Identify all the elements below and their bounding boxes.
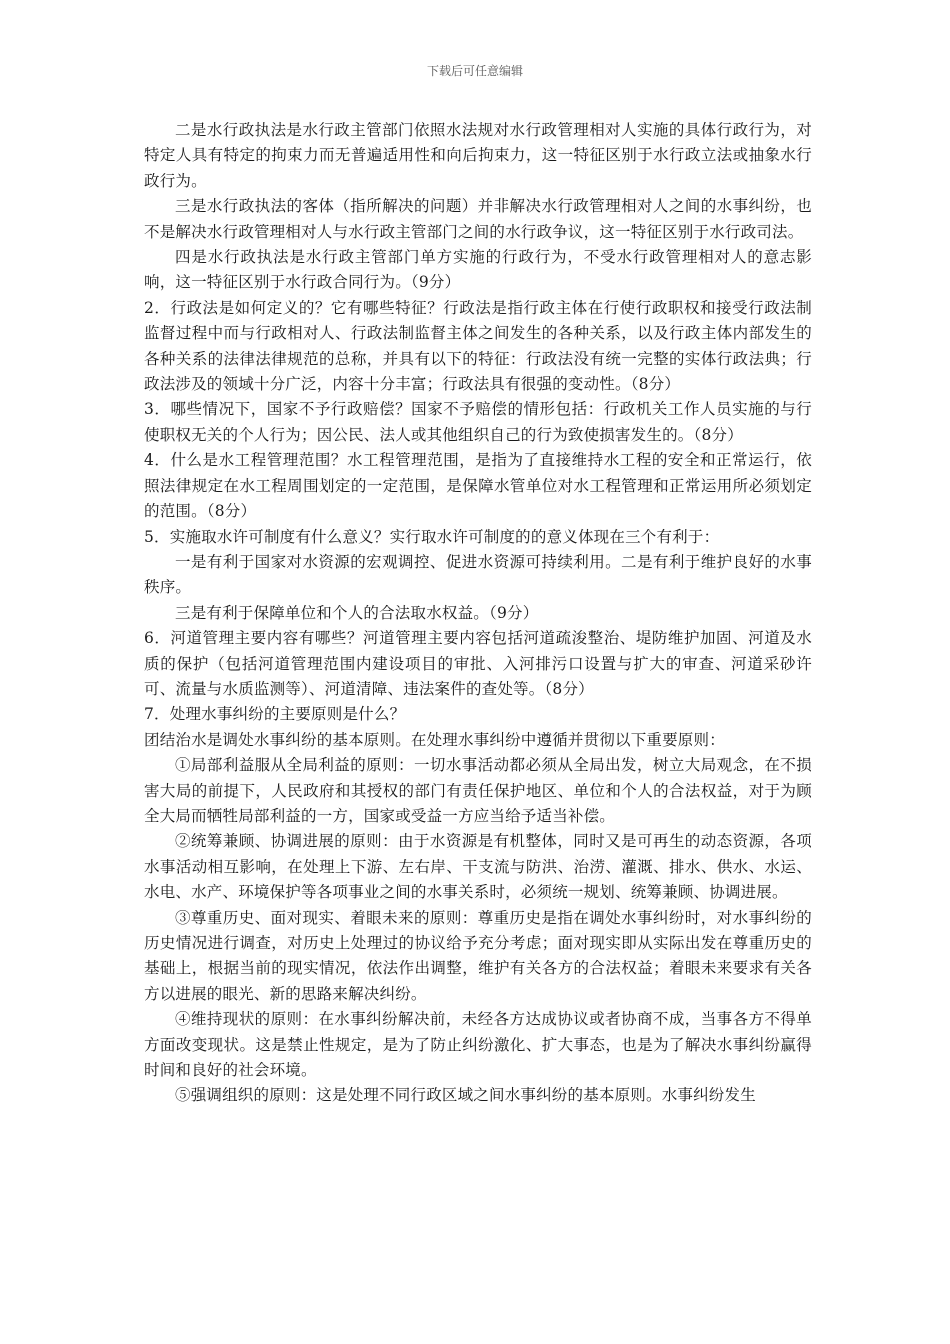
paragraph: 3．哪些情况下，国家不予行政赔偿？国家不予赔偿的情形包括：行政机关工作人员实施的与行使职权无关的个人行为；因公民、法人或其他组织自己的行为致使损害发生的。（8分） bbox=[144, 400, 812, 444]
paragraph: 7．处理水事纠纷的主要原则是什么？ bbox=[144, 705, 406, 724]
document-body bbox=[144, 118, 812, 1109]
paragraph: 四是水行政执法是水行政主管部门单方实施的行政行为，不受水行政管理相对人的意志影响，这一特征区别于水行政合同行为。（9分） bbox=[144, 248, 812, 292]
paragraph: 三是水行政执法的客体（指所解决的问题）并非解决水行政管理相对人之间的水事纠纷，也不是解决水行政管理相对人与水行政主管部门之间的水行政争议，这一特征区别于水行政司法。 bbox=[144, 197, 812, 241]
paragraph: 团结治水是调处水事纠纷的基本原则。在处理水事纠纷中遵循并贯彻以下重要原则： bbox=[144, 730, 725, 749]
paragraph: ③尊重历史、面对现实、着眼未来的原则：尊重历史是指在调处水事纠纷时，对水事纠纷的历史情况进行调查，对历史上处理过的协议给予充分考虑；面对现实即从实际出发在尊重历史的基础上，根据当前的现实情况，依法作出调整，维护有关各方的合法权益；着眼未来要求有关各方以进展的眼光、新的思路来解决纠纷。 bbox=[144, 908, 812, 1003]
paragraph: ④维持现状的原则：在水事纠纷解决前，未经各方达成协议或者协商不成，当事各方不得单方面改变现状。这是禁止性规定，是为了防止纠纷激化、扩大事态，也是为了解决水事纠纷赢得时间和良好的社会环境。 bbox=[144, 1010, 812, 1080]
paragraph: 5．实施取水许可制度有什么意义？实行取水许可制度的的意义体现在三个有利于： bbox=[144, 527, 720, 546]
paragraph: ①局部利益服从全局利益的原则：一切水事活动都必须从全局出发，树立大局观念，在不损害大局的前提下，人民政府和其授权的部门有责任保护地区、单位和个人的合法权益，对于为顾全大局而牺牲局部利益的一方，国家或受益一方应当给予适当补偿。 bbox=[144, 756, 812, 825]
paragraph: 6．河道管理主要内容有哪些？河道管理主要内容包括河道疏浚整治、堤防维护加固、河道及水质的保护（包括河道管理范围内建设项目的审批、入河排污口设置与扩大的审查、河道采砂许可、流量与水质监测等）、河道清障、违法案件的查处等。（8分） bbox=[144, 629, 812, 698]
paragraph: ②统筹兼顾、协调进展的原则：由于水资源是有机整体，同时又是可再生的动态资源，各项水事活动相互影响，在处理上下游、左右岸、干支流与防洪、治涝、灌溉、排水、供水、水运、水电、水产、环境保护等各项事业之间的水事关系时，必须统一规划、统筹兼顾、协调进展。 bbox=[144, 832, 812, 902]
paragraph: ⑤强调组织的原则：这是处理不同行政区域之间水事纠纷的基本原则。水事纠纷发生 bbox=[175, 1086, 756, 1105]
paragraph: 2．行政法是如何定义的？它有哪些特征？行政法是指行政主体在行使行政职权和接受行政法制监督过程中而与行政相对人、行政法制监督主体之间发生的各种关系，以及行政主体内部发生的各种关系的法律法律规范的总称，并具有以下的特征：行政法没有统一完整的实体行政法典；行政法涉及的领域十分广泛，内容十分丰富；行政法具有很强的变动性。（8分） bbox=[144, 298, 812, 394]
paragraph: 一是有利于国家对水资源的宏观调控、促进水资源可持续利用。二是有利于维护良好的水事秩序。 bbox=[144, 552, 812, 597]
paragraph: 三是有利于保障单位和个人的合法取水权益。（9分） bbox=[175, 603, 539, 622]
page-header: 下载后可任意编辑 bbox=[426, 64, 523, 78]
paragraph: 4．什么是水工程管理范围？水工程管理范围，是指为了直接维持水工程的安全和正常运行，依照法律规定在水工程周围划定的一定范围，是保障水管单位对水工程管理和正常运用所必须划定的范围。（8分） bbox=[144, 451, 812, 521]
paragraph: 二是水行政执法是水行政主管部门依照水法规对水行政管理相对人实施的具体行政行为，对特定人具有特定的拘束力而无普遍适用性和向后拘束力，这一特征区别于水行政立法或抽象水行政行为。 bbox=[144, 121, 812, 190]
